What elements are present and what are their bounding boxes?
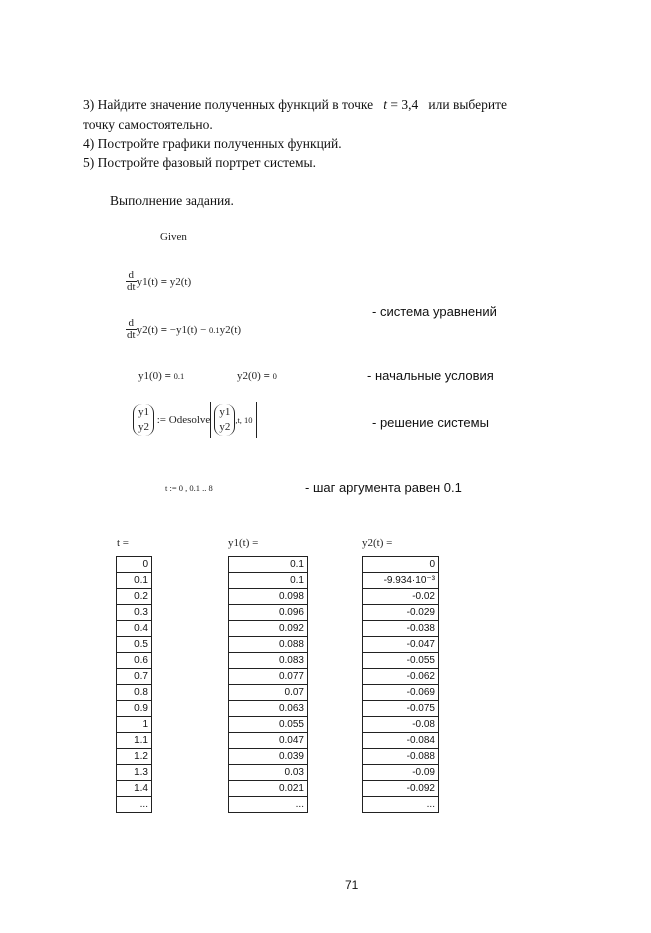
y1-table-cell: ... (229, 797, 308, 813)
description-system: - система уравнений (372, 304, 497, 319)
task-item-5: 5) Постройте фазовый портрет системы. (83, 155, 317, 170)
equation-1 (126, 270, 191, 293)
t-table-row (117, 733, 152, 749)
description-step: - шаг аргумента равен 0.1 (305, 480, 462, 495)
derivative-numerator: d (126, 318, 137, 330)
t-table-row (117, 685, 152, 701)
result-vector (133, 404, 154, 436)
odesolve-definition (133, 402, 257, 438)
t-table-cell: 0 (117, 557, 152, 573)
y1-table-row (229, 717, 308, 733)
y1-table-row (229, 589, 308, 605)
t-table-header: t = (117, 537, 130, 549)
y2-table-row (363, 605, 439, 621)
odesolve-function: Odesolve (168, 414, 211, 426)
y2-table-cell: -0.092 (363, 781, 439, 797)
ic1-left: y1(0) (138, 370, 162, 382)
t-table-cell: ... (117, 797, 152, 813)
t-table-row (117, 637, 152, 653)
derivative-operator-1 (126, 270, 137, 293)
y1-table-row (229, 653, 308, 669)
y1-table-row (229, 797, 308, 813)
y1-table-row (229, 733, 308, 749)
description-initial-conditions: - начальные условия (367, 368, 494, 383)
y2-table-row (363, 589, 439, 605)
y2-table-row (363, 621, 439, 637)
t-table-row (117, 669, 152, 685)
y2-table-row (363, 797, 439, 813)
task-point-value: = 3,4 (390, 97, 419, 112)
equation-1-right: y2(t) (169, 275, 192, 288)
y2-table-row (363, 733, 439, 749)
y1-table-cell: 0.077 (229, 669, 308, 685)
y1-table-row (229, 557, 308, 573)
t-table-cell: 1.1 (117, 733, 152, 749)
t-table-cell: 0.1 (117, 573, 152, 589)
y1-table-row (229, 621, 308, 637)
t-table-row (117, 589, 152, 605)
y1-table-cell: 0.047 (229, 733, 308, 749)
equation-2-coefficient: 0.1 (209, 324, 220, 335)
t-table-row (117, 797, 152, 813)
argument-vector-y1: y1 (219, 406, 231, 418)
t-table-cell: 1.4 (117, 781, 152, 797)
y2-table-cell: -9.934·10⁻³ (363, 573, 439, 589)
t-table-cell: 0.4 (117, 621, 152, 637)
t-table-row (117, 573, 152, 589)
t-table-row (117, 701, 152, 717)
ic1-value: 0.1 (173, 371, 185, 381)
y1-table-row (229, 765, 308, 781)
ic2-equals: = (263, 370, 270, 382)
y1-table-cell: 0.039 (229, 749, 308, 765)
y1-table-row (229, 701, 308, 717)
equation-2-left: y2(t) (136, 323, 158, 336)
y2-table-cell: -0.029 (363, 605, 439, 621)
ic1-equals: = (164, 370, 171, 382)
y2-table-row (363, 669, 439, 685)
y1-table-row (229, 781, 308, 797)
y2-table-cell: -0.08 (363, 717, 439, 733)
task-item-4: 4) Постройте графики полученных функций. (83, 136, 342, 151)
y1-table (228, 556, 308, 813)
description-solution: - решение системы (372, 415, 489, 430)
y2-table-cell: -0.069 (363, 685, 439, 701)
y1-table-row (229, 573, 308, 589)
y1-table-cell: 0.096 (229, 605, 308, 621)
odesolve-args: ,t, 10 (235, 415, 253, 425)
range-definition: t := 0 , 0.1 .. 8 (165, 483, 213, 493)
y2-table (362, 556, 439, 813)
t-table-row (117, 749, 152, 765)
y2-table-cell: -0.088 (363, 749, 439, 765)
y2-table-row (363, 685, 439, 701)
initial-condition-2 (237, 370, 277, 382)
t-table-cell: 1.3 (117, 765, 152, 781)
y1-table-row (229, 685, 308, 701)
y1-table-cell: 0.1 (229, 573, 308, 589)
assign-operator: := (156, 414, 167, 426)
t-table-row (117, 605, 152, 621)
y1-table-cell: 0.083 (229, 653, 308, 669)
task-item-3 (83, 97, 507, 113)
y1-table-cell: 0.092 (229, 621, 308, 637)
ic2-left: y2(0) (237, 370, 261, 382)
argument-vector-y2: y2 (219, 421, 231, 433)
task-item-3-text-end: или выберите (428, 97, 507, 112)
y1-table-cell: 0.063 (229, 701, 308, 717)
y2-table-cell: -0.038 (363, 621, 439, 637)
y1-table-cell: 0.03 (229, 765, 308, 781)
section-title: Выполнение задания. (110, 193, 234, 208)
page-number: 71 (345, 878, 359, 892)
equation-1-equals: = (160, 275, 167, 288)
task-point-variable: t (383, 97, 388, 112)
y1-table-row (229, 605, 308, 621)
y1-table-row (229, 637, 308, 653)
t-table-row (117, 653, 152, 669)
equation-2-equals: = (160, 323, 167, 336)
t-table-cell: 0.2 (117, 589, 152, 605)
y2-table-row (363, 637, 439, 653)
derivative-numerator: d (126, 270, 137, 282)
t-table-cell: 0.3 (117, 605, 152, 621)
y2-table-cell: -0.075 (363, 701, 439, 717)
t-table-cell: 1.2 (117, 749, 152, 765)
derivative-denominator: dt (127, 281, 136, 293)
y2-table-cell: -0.02 (363, 589, 439, 605)
y1-table-cell: 0.088 (229, 637, 308, 653)
t-table-cell: 0.6 (117, 653, 152, 669)
t-table-row (117, 717, 152, 733)
y2-table-header: y2(t) = (362, 537, 393, 549)
initial-condition-1 (138, 370, 184, 382)
y1-table-row (229, 669, 308, 685)
task-item-3-continuation: точку самостоятельно. (83, 117, 213, 132)
y1-table-header: y1(t) = (228, 537, 259, 549)
y2-table-row (363, 781, 439, 797)
equation-2-right-part-b: y2(t) (219, 323, 242, 336)
t-table-row (117, 621, 152, 637)
y2-table-cell: ... (363, 797, 439, 813)
y2-table-row (363, 653, 439, 669)
y2-table-cell: -0.055 (363, 653, 439, 669)
y2-table-row (363, 573, 439, 589)
t-table-row (117, 557, 152, 573)
given-keyword: Given (160, 231, 187, 243)
y2-table-row (363, 749, 439, 765)
y1-table-cell: 0.098 (229, 589, 308, 605)
derivative-denominator: dt (127, 329, 136, 341)
t-table-cell: 0.5 (117, 637, 152, 653)
y2-table-cell: -0.09 (363, 765, 439, 781)
equation-1-left: y1(t) (136, 275, 158, 288)
t-table-cell: 1 (117, 717, 152, 733)
y2-table-row (363, 717, 439, 733)
y1-table-row (229, 749, 308, 765)
y1-table-cell: 0.055 (229, 717, 308, 733)
y2-table-cell: 0 (363, 557, 439, 573)
task-item-3-text: 3) Найдите значение полученных функций в точке (83, 97, 374, 112)
y2-table-cell: -0.062 (363, 669, 439, 685)
t-table (116, 556, 152, 813)
result-vector-y2: y2 (138, 421, 149, 433)
derivative-operator-2 (126, 318, 137, 341)
y2-table-cell: -0.084 (363, 733, 439, 749)
ic2-value: 0 (272, 371, 277, 381)
t-table-cell: 0.9 (117, 701, 152, 717)
y1-table-cell: 0.07 (229, 685, 308, 701)
y1-table-cell: 0.021 (229, 781, 308, 797)
t-table-cell: 0.7 (117, 669, 152, 685)
y1-table-cell: 0.1 (229, 557, 308, 573)
odesolve-arguments (210, 402, 256, 438)
equation-2-right-part-a: −y1(t) − (169, 323, 207, 336)
y2-table-row (363, 765, 439, 781)
y2-table-cell: -0.047 (363, 637, 439, 653)
t-table-cell: 0.8 (117, 685, 152, 701)
argument-vector (214, 404, 235, 436)
result-vector-y1: y1 (138, 406, 149, 418)
equation-2 (126, 318, 241, 341)
t-table-row (117, 765, 152, 781)
y2-table-row (363, 701, 439, 717)
t-table-row (117, 781, 152, 797)
y2-table-row (363, 557, 439, 573)
